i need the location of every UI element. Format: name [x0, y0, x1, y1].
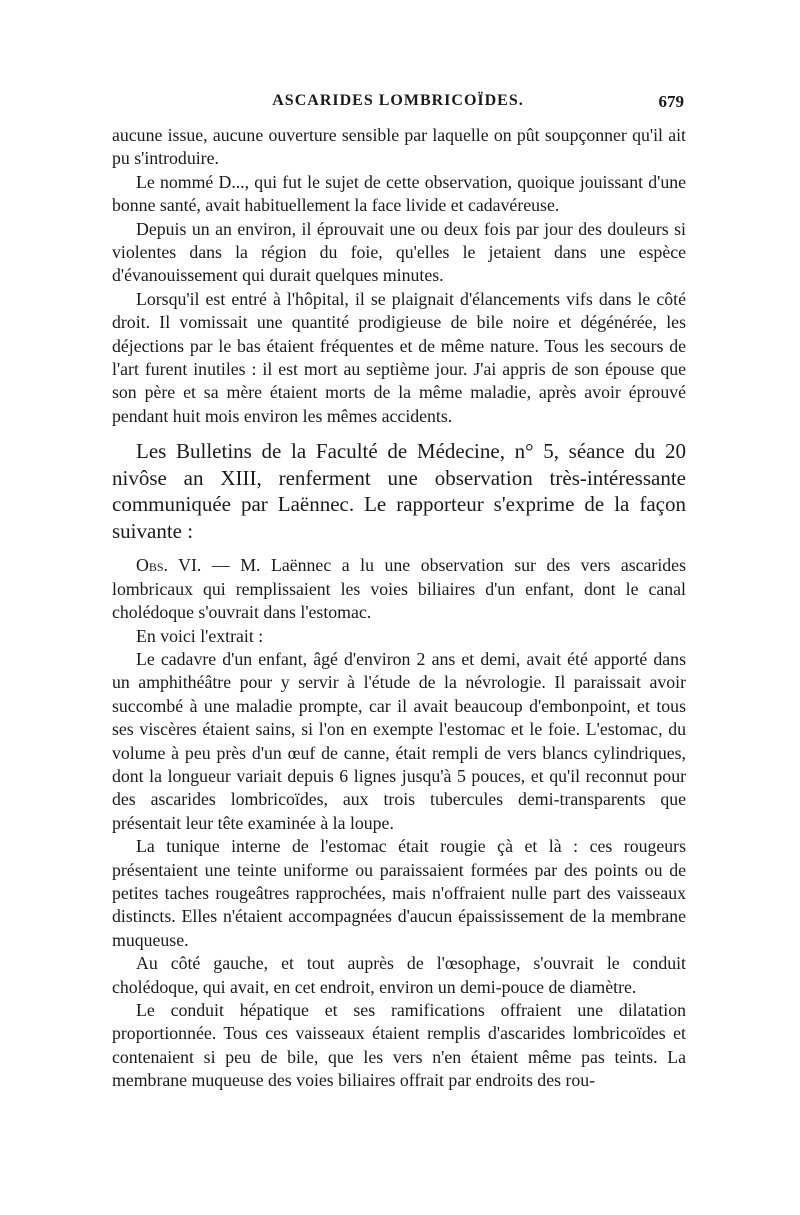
running-title: ASCARIDES LOMBRICOÏDES.	[272, 92, 524, 109]
body-text	[112, 124, 686, 1093]
paragraph: La tunique interne de l'estomac était rougie çà et là : ces rougeurs présentaient une teinte uniforme ou paraissaient formées par des points ou de petites taches rougeâtres rapprochées, mais n'offraient nulle part des vaisseaux distincts. Elles n'étaient accompagnées d'aucun épaississement de la membrane muqueuse.	[112, 836, 686, 950]
observation-text: M. Laënnec a lu une observation sur des vers ascarides lombricaux qui remplissaient les voies biliaires d'un enfant, dont le canal cholédoque s'ouvrait dans l'estomac.	[112, 555, 686, 623]
observation-label: Obs. VI. —	[136, 555, 241, 576]
paragraph: Lorsqu'il est entré à l'hôpital, il se plaignait d'élancements vifs dans le côté droit. Il vomissait une quantité prodigieuse de bile noire et dégénérée, les déjections par le bas étaient fréquentes et de même nature. Tous les secours de l'art furent inutiles : il est mort au septième jour. J'ai appris de son épouse que son père et sa mère étaient morts de la même maladie, après avoir éprouvé pendant huit mois environ les mêmes accidents.	[112, 288, 686, 426]
paragraph: Depuis un an environ, il éprouvait une ou deux fois par jour des douleurs si violentes dans la région du foie, qu'elles le jetaient dans une espèce d'évanouissement qui durait quelques minutes.	[112, 218, 686, 286]
page-header	[112, 92, 684, 118]
page-number: 679	[658, 92, 684, 111]
paragraph: Au côté gauche, et tout auprès de l'œsophage, s'ouvrait le conduit cholédoque, qui avait, en cet endroit, environ un demi-pouce de diamètre.	[112, 953, 686, 997]
observation-paragraph	[112, 554, 686, 624]
paragraph: En voici l'extrait :	[136, 625, 264, 646]
paragraph: Le nommé D..., qui fut le sujet de cette observation, quoique jouissant d'une bonne santé, avait habituellement la face livide et cadavéreuse.	[112, 171, 686, 216]
paragraph: Le conduit hépatique et ses ramifications offraient une dilatation proportionnée. Tous ces vaisseaux étaient remplis d'ascarides lombricoïdes et contenaient si peu de bile, que les vers n'en étaient même pas teints. La membrane muqueuse des voies biliaires offrait par endroits des rou-	[112, 1000, 686, 1091]
paragraph: Le cadavre d'un enfant, âgé d'environ 2 ans et demi, avait été apporté dans un amphithéâtre pour y servir à l'étude de la névrologie. Il paraissait avoir succombé à une maladie prompte, car il avait beaucoup d'embonpoint, et tous ses viscères étaient sains, si l'on en exempte l'estomac et le foie. L'estomac, du volume à peu près d'un œuf de canne, était rempli de vers blancs cylindriques, dont la longueur variait depuis 6 lignes jusqu'à 5 pouces, et qu'il reconnut pour des ascarides lombricoïdes, aux trois tubercules demi-transparents que présentait leur tête examinée à la loupe.	[112, 648, 686, 833]
bulletins-paragraph: Les Bulletins de la Faculté de Médecine, n° 5, séance du 20 nivôse an XIII, renferment une observation très-intéressante communiquée par Laënnec. Le rapporteur s'exprime de la façon suivante :	[112, 439, 686, 543]
paragraph: aucune issue, aucune ouverture sensible par laquelle on pût soupçonner qu'il ait pu s'introduire.	[112, 125, 686, 169]
